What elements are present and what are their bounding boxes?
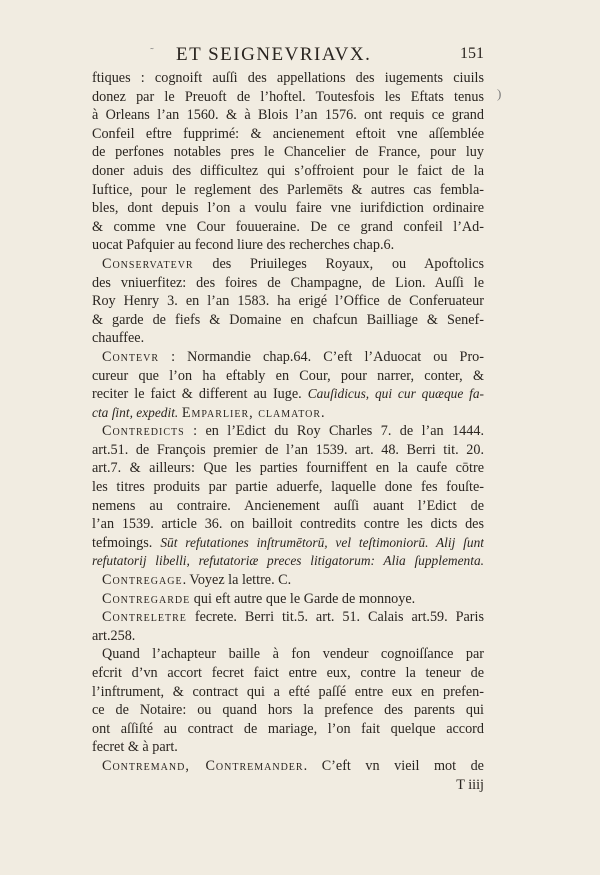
text-run: art.258. [92,627,136,644]
text-run: : en l’Edict du Roy Charles 7. de l’an 1444. [184,423,484,440]
text-run: chauffee. [92,330,145,347]
text-line [92,571,484,590]
entry-headword: Contredicts [102,423,185,440]
text-run: Roy Henry 3. en l’an 1583. ha erigé l’Office de Conferuateur [92,293,484,310]
text-line [92,236,484,255]
text-line [92,274,484,293]
text-run: fecrete. Berri tit.5. art. 51. Calais art.59. Paris [186,609,484,626]
body-text [92,69,484,794]
entry-headword: Contremand, Contremander [102,757,304,774]
text-run: art.51. de François premier de l’an 1539. art. 48. Berri tit. 20. [92,441,484,458]
text-line [92,311,484,330]
text-run: Confeil eftre fupprimé: & ancienement eftoit vne aſſemblée [92,125,484,142]
text-run: qui eft autre que le Garde de monnoye. [190,590,416,607]
text-run: ce de Notaire: ou quand hors la prefence des parents qui [92,702,484,719]
text-run: ont aſſiſté au contract de mariage, l’on fait quelque accord [92,720,484,737]
text-run: efcrit d’vn accort fecret faict entre eux, contre la teneur de [92,665,484,681]
text-line [92,385,484,404]
text-run: doner aduis des difficultez qui s’offroient pour le faict de la [92,162,484,179]
text-line [92,125,484,144]
latin-gloss: cta ſint, expedit. [92,404,179,420]
text-line [92,683,484,702]
text-line [92,255,484,274]
text-run: fecret & à part. [92,739,178,756]
header-mark: ˜ [150,46,154,58]
text-line [92,441,484,460]
text-line [92,701,484,720]
text-line [92,552,484,571]
text-run: cureur que l’on ha eftably en Cour, pour narrer, conter, & [92,367,484,384]
text-run: & comme vne Cour fouueraine. De ce grand confeil l’Ad- [92,218,484,235]
text-line [92,645,484,664]
text-line [92,292,484,311]
text-run: uocat Pafquier au fecond liure des recherches chap.6. [92,237,395,254]
text-line [92,367,484,386]
text-run: des Priuileges Royaux, ou Apoftolics [193,255,484,272]
text-run: . C’eft vn vieil mot de [303,757,484,774]
margin-mark: ) [497,86,502,101]
entry-headword: Contregarde [102,590,191,607]
text-line [92,590,484,609]
text-run: l’an 1539. article 36. on bailloit contredits contre les dicts des [92,516,484,533]
text-line [92,69,484,88]
text-line [92,88,484,107]
text-line [92,627,484,646]
text-line [92,738,484,757]
entry-headword: Emparlier, clamator. [181,404,326,421]
text-run: Quand l’achapteur baille à fon vendeur cognoiſſance par [102,646,484,663]
text-line [92,459,484,478]
text-run: bles, dont depuis l’on a voulu faire vne iurifdiction ordinaire [92,200,484,217]
text-run: . Voyez la lettre. C. [182,572,292,589]
signature-mark [92,776,484,795]
text-run: : Normandie chap.64. C’eft l’Aduocat ou Pro- [159,348,484,365]
text-run: Iuftice, pour le reglement des Parlemēts & autres cas fembla- [92,181,484,198]
text-line [92,757,484,776]
page-number: 151 [460,45,484,62]
text-line [92,497,484,516]
latin-gloss: Sūt refutationes inſtrumētorū, vel teſtimoniorū. Alij ſunt [160,534,484,550]
text-run: donez par le Preuoft de l’hoftel. Toutesfois les Eftats tenus [92,88,484,105]
text-line [92,534,484,553]
entry-headword: Contreletre [102,609,187,626]
text-line [92,608,484,627]
text-line [92,720,484,739]
text-line [92,106,484,125]
text-run: art.7. & ailleurs: Que les parties fourniffent en la caufe cōtre [92,460,484,477]
text-line [92,143,484,162]
text-line [92,218,484,237]
text-run: tefmoings. [92,534,161,551]
text-line [92,329,484,348]
text-line [92,478,484,497]
text-line [92,664,484,683]
text-line [92,515,484,534]
entry-headword: Conservatevr [102,255,194,272]
text-line [92,422,484,441]
text-line [92,162,484,181]
latin-gloss: refutatorij libelli, refutatoriæ preces litigatorum: Alia ſupplementa. [92,553,484,569]
text-run: ftiques : cognoift auſſi des appellations des iugements ciuils [92,70,484,86]
text-run: les titres produits par partie aduerfe, laquelle done fes fouſte- [92,479,484,496]
entry-headword: Contregage [102,572,183,589]
text-run: l’inftrument, & contract qui a efté paſſé entre eux en prefen- [92,683,484,700]
entry-headword: Contevr [102,348,160,365]
text-line [92,181,484,200]
text-run: des vniuerfitez: des foires de Champagne, de Lion. Auſſi le [92,274,484,291]
text-run: T iiij [456,776,484,793]
text-run: & garde de fiefs & Domaine en chafcun Bailliage & Senef- [92,311,484,328]
running-title: ET SEIGNEVRIAVX. [176,44,372,65]
text-line [92,348,484,367]
text-run: nemens au contraire. Ancienement auſſi auant l’Edict de [92,497,484,514]
text-run: de perfones notables pres le Chancelier de France, pour luy [92,144,484,161]
text-line [92,404,484,423]
latin-gloss: Cauſidicus, qui cur quæque fa- [307,386,484,402]
text-run: reciter le faict & different au Iuge. [92,386,308,403]
text-run: à Orleans l’an 1560. & à Blois l’an 1576. ont requis ce grand [92,107,484,124]
text-line [92,199,484,218]
